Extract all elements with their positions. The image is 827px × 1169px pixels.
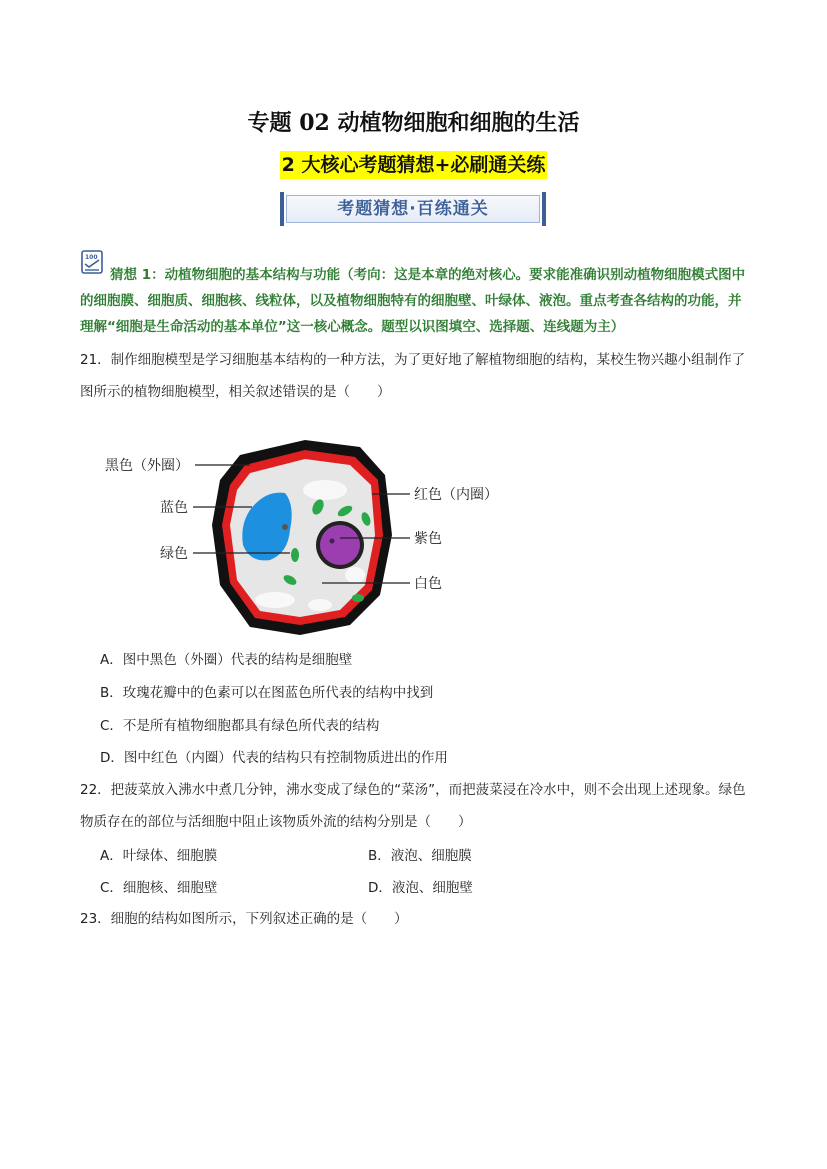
question-23-stem: 23．细胞的结构如图所示，下列叙述正确的是（ ）	[80, 911, 408, 927]
question-21-option-a: A．图中黑色（外圈）代表的结构是细胞壁	[100, 652, 353, 668]
label-green: 绿色	[160, 546, 188, 562]
question-22-option-d: D．液泡、细胞壁	[368, 880, 473, 896]
label-blue: 蓝色	[160, 500, 188, 516]
section-banner: 考题猜想·百练通关	[286, 195, 540, 223]
label-purple: 紫色	[414, 531, 442, 547]
question-22-option-b: B．液泡、细胞膜	[368, 848, 472, 864]
page-title: 专题 02 动植物细胞和细胞的生活	[247, 110, 580, 136]
question-21-option-c: C．不是所有植物细胞都具有绿色所代表的结构	[100, 718, 380, 734]
label-red: 红色（内圈）	[414, 487, 498, 503]
question-22-stem: 22．把菠菜放入沸水中煮几分钟，沸水变成了绿色的“菜汤”，而把菠菜浸在冷水中，则不会出现上述现象。绿色物质存在的部位与活细胞中阻止该物质外流的结构分别是（ ）	[80, 782, 746, 830]
subtitle-container	[0, 151, 827, 179]
plant-cell-model-figure	[100, 435, 520, 635]
label-white: 白色	[414, 576, 442, 592]
svg-text:100: 100	[85, 254, 98, 261]
question-21-stem: 21．制作细胞模型是学习细胞基本结构的一种方法，为了更好地了解植物细胞的结构，某校生物兴趣小组制作了图所示的植物细胞模型，相关叙述错误的是（ ）	[80, 352, 746, 400]
question-21-option-d: D．图中红色（内圈）代表的结构只有控制物质进出的作用	[100, 750, 448, 766]
question-22-option-a: A．叶绿体、细胞膜	[100, 848, 218, 864]
label-black: 黑色（外圈）	[105, 458, 189, 474]
question-21-option-b: B．玫瑰花瓣中的色素可以在图蓝色所代表的结构中找到	[100, 685, 434, 701]
subtitle: 2 大核心考题猜想+必刷通关练	[280, 151, 548, 179]
guess-1-text: 猜想 1：动植物细胞的基本结构与功能（考向：这是本章的绝对核心。要求能准确识别动植物细胞模式图中的细胞膜、细胞质、细胞核、线粒体，以及植物细胞特有的细胞壁、叶绿体、液泡。重点考查各结构的功能，并理解“细胞是生命活动的基本单位”这一核心概念。题型以识图填空、选择题、连线题为主）	[80, 267, 746, 335]
question-22-option-c: C．细胞核、细胞壁	[100, 880, 218, 896]
